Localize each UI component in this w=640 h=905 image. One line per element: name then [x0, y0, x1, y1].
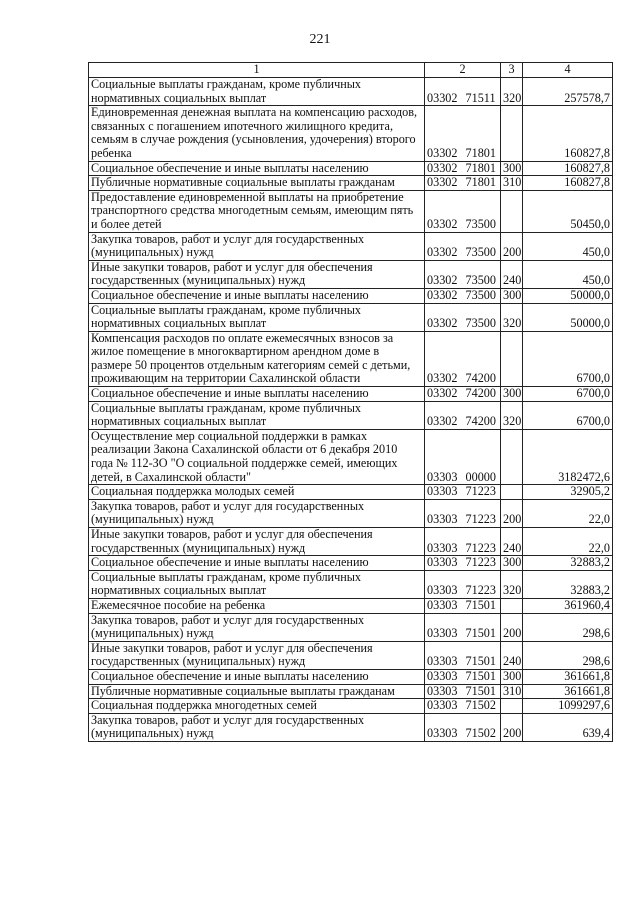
row-type-cell: 320 [501, 303, 523, 331]
row-type-cell: 200 [501, 232, 523, 260]
row-code-cell: 03302 71801 [425, 106, 501, 161]
row-code-cell: 03302 73500 [425, 232, 501, 260]
row-amount-cell: 50000,0 [523, 288, 613, 303]
row-type-cell: 240 [501, 641, 523, 669]
row-amount-cell: 32905,2 [523, 485, 613, 500]
table-row [89, 161, 613, 176]
row-name-cell: Публичные нормативные социальные выплаты гражданам [89, 176, 425, 191]
row-code-cell: 03302 73500 [425, 288, 501, 303]
row-code-cell: 03303 71502 [425, 713, 501, 741]
row-name-cell: Социальная поддержка молодых семей [89, 485, 425, 500]
row-amount-cell: 32883,2 [523, 570, 613, 598]
row-amount-cell: 50000,0 [523, 303, 613, 331]
row-name-cell: Закупка товаров, работ и услуг для государственных (муниципальных) нужд [89, 232, 425, 260]
row-name-cell: Единовременная денежная выплата на компенсацию расходов, связанных с погашением ипотечного жилищного кредита, семьям в случае рождения (усыновления, удочерения) второго ребенка [89, 106, 425, 161]
row-name-cell: Ежемесячное пособие на ребенка [89, 598, 425, 613]
column-header: 1 [89, 63, 425, 78]
table-row [89, 669, 613, 684]
row-amount-cell: 3182472,6 [523, 429, 613, 484]
row-amount-cell: 257578,7 [523, 78, 613, 106]
row-name-cell: Социальные выплаты гражданам, кроме публичных нормативных социальных выплат [89, 570, 425, 598]
table-row [89, 598, 613, 613]
row-code-cell: 03303 71223 [425, 528, 501, 556]
row-type-cell: 200 [501, 713, 523, 741]
row-name-cell: Социальное обеспечение и иные выплаты населению [89, 556, 425, 571]
row-code-cell: 03302 73500 [425, 260, 501, 288]
table-row [89, 528, 613, 556]
row-type-cell [501, 331, 523, 386]
row-name-cell: Закупка товаров, работ и услуг для государственных (муниципальных) нужд [89, 713, 425, 741]
row-type-cell: 310 [501, 176, 523, 191]
row-type-cell [501, 485, 523, 500]
table-row [89, 260, 613, 288]
row-code-cell: 03303 71502 [425, 699, 501, 714]
table-row [89, 713, 613, 741]
row-name-cell: Иные закупки товаров, работ и услуг для обеспечения государственных (муниципальных) нужд [89, 528, 425, 556]
row-name-cell: Закупка товаров, работ и услуг для государственных (муниципальных) нужд [89, 499, 425, 527]
row-amount-cell: 1099297,6 [523, 699, 613, 714]
row-amount-cell: 361661,8 [523, 669, 613, 684]
row-code-cell: 03302 71801 [425, 161, 501, 176]
row-amount-cell: 450,0 [523, 232, 613, 260]
row-type-cell: 300 [501, 161, 523, 176]
row-code-cell: 03302 74200 [425, 387, 501, 402]
column-header: 2 [425, 63, 501, 78]
row-type-cell [501, 106, 523, 161]
table-row [89, 641, 613, 669]
row-type-cell: 200 [501, 499, 523, 527]
row-code-cell: 03302 73500 [425, 190, 501, 232]
row-amount-cell: 160827,8 [523, 106, 613, 161]
table-row [89, 106, 613, 161]
table-header-row [89, 63, 613, 78]
row-type-cell [501, 699, 523, 714]
row-amount-cell: 450,0 [523, 260, 613, 288]
table-row [89, 556, 613, 571]
column-header: 3 [501, 63, 523, 78]
table-row [89, 176, 613, 191]
row-code-cell: 03302 73500 [425, 303, 501, 331]
table-row [89, 331, 613, 386]
table-row [89, 684, 613, 699]
table-row [89, 699, 613, 714]
row-amount-cell: 361960,4 [523, 598, 613, 613]
row-name-cell: Осуществление мер социальной поддержки в рамках реализации Закона Сахалинской области от 6 декабря 2010 года № 112-ЗО "О социальной поддержке семей, имеющих детей, в Сахалинской области" [89, 429, 425, 484]
table-row [89, 613, 613, 641]
row-code-cell: 03303 71223 [425, 485, 501, 500]
row-name-cell: Социальные выплаты гражданам, кроме публичных нормативных социальных выплат [89, 303, 425, 331]
row-amount-cell: 639,4 [523, 713, 613, 741]
page-number: 221 [309, 32, 331, 47]
row-name-cell: Социальное обеспечение и иные выплаты населению [89, 161, 425, 176]
row-code-cell: 03303 71501 [425, 684, 501, 699]
row-type-cell: 310 [501, 684, 523, 699]
row-type-cell: 240 [501, 528, 523, 556]
row-amount-cell: 6700,0 [523, 387, 613, 402]
row-type-cell: 200 [501, 613, 523, 641]
table-row [89, 401, 613, 429]
row-name-cell: Социальное обеспечение и иные выплаты населению [89, 288, 425, 303]
row-amount-cell: 298,6 [523, 613, 613, 641]
table-row [89, 499, 613, 527]
row-type-cell: 320 [501, 78, 523, 106]
row-name-cell: Компенсация расходов по оплате ежемесячных взносов за жилое помещение в многоквартирном арендном доме в размере 50 процентов отдельным категориям семей с детьми, проживающим на территории Сахалинской области [89, 331, 425, 386]
row-name-cell: Иные закупки товаров, работ и услуг для обеспечения государственных (муниципальных) нужд [89, 260, 425, 288]
row-type-cell [501, 598, 523, 613]
row-code-cell: 03302 71801 [425, 176, 501, 191]
table-row [89, 78, 613, 106]
row-type-cell: 240 [501, 260, 523, 288]
row-amount-cell: 32883,2 [523, 556, 613, 571]
row-type-cell: 320 [501, 401, 523, 429]
row-code-cell: 03303 71223 [425, 499, 501, 527]
row-code-cell: 03303 00000 [425, 429, 501, 484]
row-code-cell: 03302 71511 [425, 78, 501, 106]
row-code-cell: 03303 71223 [425, 570, 501, 598]
row-amount-cell: 6700,0 [523, 401, 613, 429]
table-row [89, 190, 613, 232]
row-code-cell: 03302 74200 [425, 331, 501, 386]
row-name-cell: Публичные нормативные социальные выплаты гражданам [89, 684, 425, 699]
row-amount-cell: 160827,8 [523, 176, 613, 191]
row-name-cell: Социальная поддержка многодетных семей [89, 699, 425, 714]
table-row [89, 288, 613, 303]
row-type-cell [501, 429, 523, 484]
row-type-cell: 300 [501, 556, 523, 571]
row-code-cell: 03303 71223 [425, 556, 501, 571]
budget-table [88, 62, 613, 742]
row-type-cell: 300 [501, 669, 523, 684]
row-name-cell: Иные закупки товаров, работ и услуг для обеспечения государственных (муниципальных) нужд [89, 641, 425, 669]
table-row [89, 303, 613, 331]
row-amount-cell: 50450,0 [523, 190, 613, 232]
row-name-cell: Социальное обеспечение и иные выплаты населению [89, 387, 425, 402]
row-amount-cell: 160827,8 [523, 161, 613, 176]
row-amount-cell: 298,6 [523, 641, 613, 669]
table-row [89, 429, 613, 484]
row-amount-cell: 22,0 [523, 528, 613, 556]
row-type-cell: 300 [501, 288, 523, 303]
row-type-cell: 300 [501, 387, 523, 402]
row-code-cell: 03303 71501 [425, 598, 501, 613]
row-name-cell: Социальные выплаты гражданам, кроме публичных нормативных социальных выплат [89, 401, 425, 429]
row-name-cell: Социальное обеспечение и иные выплаты населению [89, 669, 425, 684]
row-amount-cell: 22,0 [523, 499, 613, 527]
row-code-cell: 03302 74200 [425, 401, 501, 429]
row-code-cell: 03303 71501 [425, 669, 501, 684]
row-name-cell: Социальные выплаты гражданам, кроме публичных нормативных социальных выплат [89, 78, 425, 106]
row-code-cell: 03303 71501 [425, 641, 501, 669]
row-type-cell [501, 190, 523, 232]
row-name-cell: Предоставление единовременной выплаты на приобретение транспортного средства многодетным семьям, имеющим пять и более детей [89, 190, 425, 232]
table-row [89, 232, 613, 260]
row-amount-cell: 361661,8 [523, 684, 613, 699]
row-type-cell: 320 [501, 570, 523, 598]
table-row [89, 485, 613, 500]
column-header: 4 [523, 63, 613, 78]
row-code-cell: 03303 71501 [425, 613, 501, 641]
row-name-cell: Закупка товаров, работ и услуг для государственных (муниципальных) нужд [89, 613, 425, 641]
table-row [89, 570, 613, 598]
table-row [89, 387, 613, 402]
row-amount-cell: 6700,0 [523, 331, 613, 386]
